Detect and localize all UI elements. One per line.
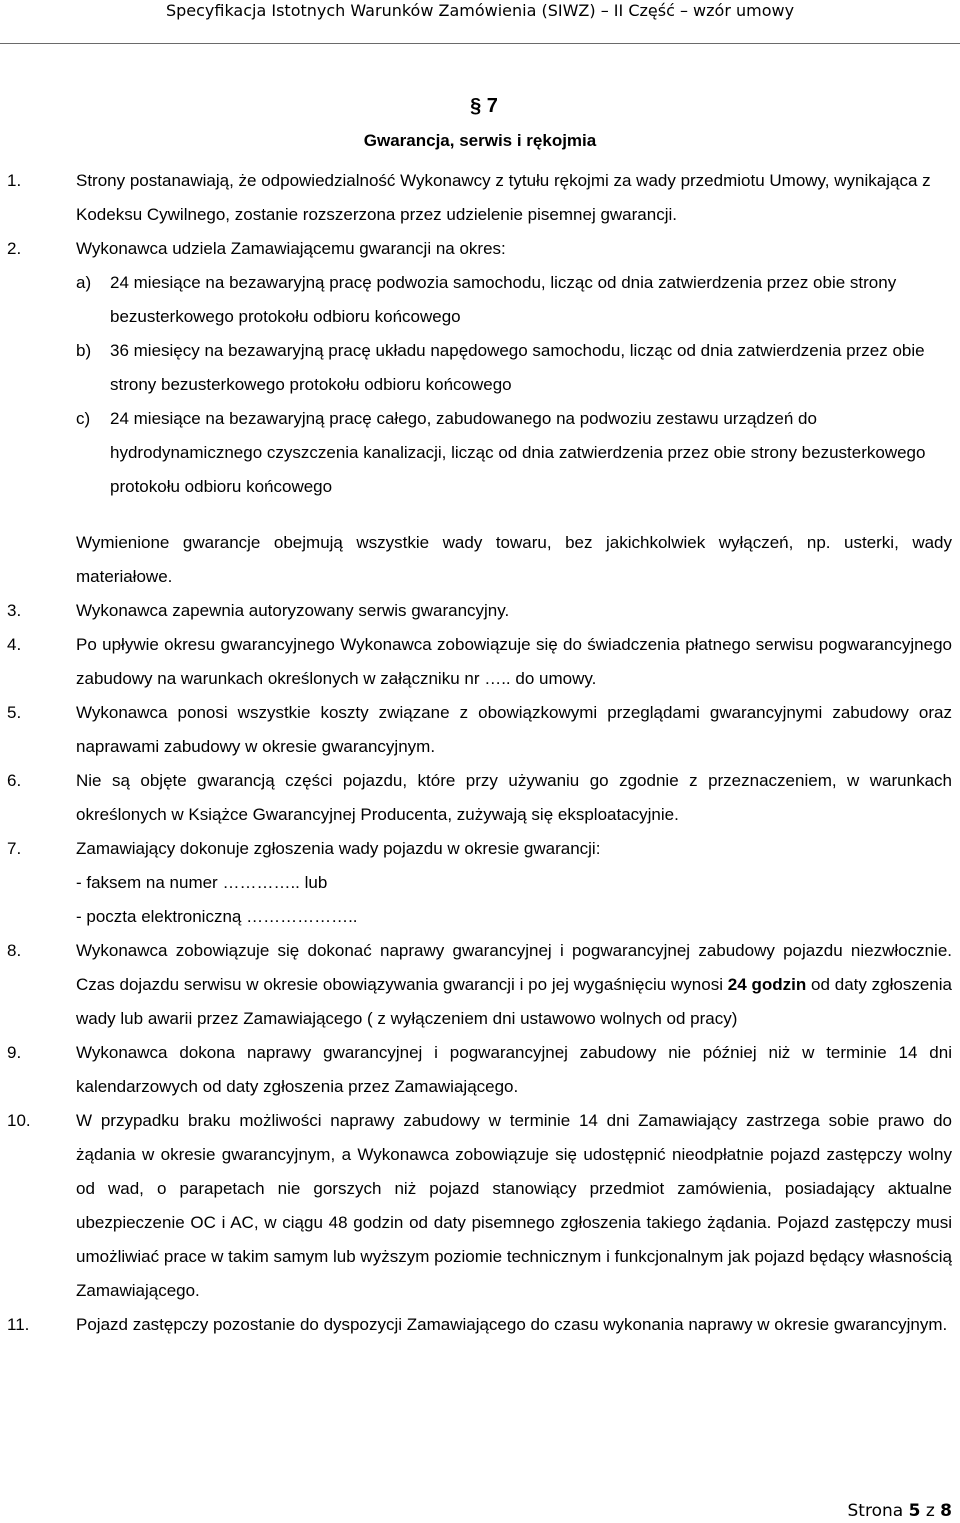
list-item-1 [0, 164, 960, 232]
list-item-4 [0, 628, 960, 696]
item-text: Pojazd zastępczy pozostanie do dyspozycji Zamawiającego do czasu wykonania naprawy w okresie gwarancyjnym. [76, 1315, 948, 1334]
item-number: 4. [7, 635, 22, 654]
item-text: Nie są objęte gwarancją części pojazdu, które przy używaniu go zgodnie z przeznaczeniem, w warunkach określonych w Książce Gwarancyjnej Producenta, zużywają się eksploatacyjnie. [76, 771, 952, 824]
item-text-post: od daty zgłoszenia wady lub awarii przez Zamawiającego ( z wyłączeniem dni ustawowo wolnych od pracy) [76, 975, 952, 1028]
fax-line: - faksem na numer ………….. lub [76, 873, 328, 892]
item-text-pre: Wykonawca zobowiązuje się dokonać naprawy gwarancyjnej i pogwarancyjnej zabudowy pojazdu niezwłocznie. Czas dojazdu serwisu w okresie obowiązywania gwarancji i po jej wygaśnięciu wynosi [76, 941, 952, 994]
sub-item-b [76, 334, 952, 402]
list-item-7 [0, 832, 960, 934]
item-text: Po upływie okresu gwarancyjnego Wykonawca zobowiązuje się do świadczenia płatnego serwisu pogwarancyjnego zabudowy na warunkach określonych w załączniku nr ….. do umowy. [76, 635, 952, 688]
section-title: Gwarancja, serwis i rękojmia [363, 131, 597, 150]
email-line: - poczta elektroniczną ……………….. [76, 907, 358, 926]
header-title: Specyfikacja Istotnych Warunków Zamówienia (SIWZ) – II Część – wzór umowy [165, 1, 795, 20]
item-text: Strony postanawiają, że odpowiedzialność Wykonawcy z tytułu rękojmi za wady przedmiotu Umowy, wynikająca z Kodeksu Cywilnego, zostanie rozszerzona przez udzielenie pisemnej gwarancji. [76, 171, 931, 224]
list-item-9 [0, 1036, 960, 1104]
item-number: 10. [7, 1111, 31, 1130]
page-footer [848, 1500, 953, 1522]
list-item-10 [0, 1104, 960, 1308]
item-text-bold: 24 godzin [727, 975, 807, 994]
sub-item-label: b) [76, 341, 92, 360]
item-number: 8. [7, 941, 22, 960]
list-item-3 [0, 594, 960, 628]
list-item-8 [0, 934, 960, 1036]
item-number: 1. [7, 171, 22, 190]
item-number: 9. [7, 1043, 22, 1062]
page-total: 8 [940, 1501, 952, 1521]
item-number: 3. [7, 601, 22, 620]
list-item-5 [0, 696, 960, 764]
sub-item-text: 24 miesiące na bezawaryjną pracę podwozia samochodu, licząc od dnia zatwierdzenia przez obie strony bezusterkowego protokołu odbioru końcowego [110, 273, 897, 326]
sub-item-c [76, 402, 952, 504]
sub-item-a [76, 266, 952, 334]
item-number: 2. [7, 239, 22, 258]
paragraph-gap [76, 504, 952, 526]
sub-item-label: a) [76, 273, 92, 292]
item-number: 7. [7, 839, 22, 858]
item-text [76, 934, 952, 1036]
list-item-11 [0, 1308, 960, 1342]
section-number: § 7 [470, 95, 498, 117]
item-text: W przypadku braku możliwości naprawy zabudowy w terminie 14 dni Zamawiający zastrzega sobie prawo do żądania w okresie gwarancyjnym, a Wykonawca zobowiązuje się udostępnić nieodpłatnie pojazd zastępczy wolny od wad, o parapetach nie gorszych niż pojazd stanowiący przedmiot zamówienia, posiadający aktualne ubezpieczenie OC i AC, w ciągu 48 godzin od daty pisemnego zgłoszenia takiego żądania. Pojazd zastępczy musi umożliwiać prace w takim samym lub wyższym poziomie technicznym i funkcjonalnym jak pojazd będący własnością Zamawiającego. [76, 1111, 952, 1300]
item-number: 6. [7, 771, 22, 790]
item-text: Wykonawca ponosi wszystkie koszty związane z obowiązkowymi przeglądami gwarancyjnymi zabudowy oraz naprawami zabudowy w okresie gwarancyjnym. [76, 703, 952, 756]
page-label: Strona [847, 1501, 909, 1521]
item-text: Wykonawca dokona naprawy gwarancyjnej i pogwarancyjnej zabudowy nie później niż w terminie 14 dni kalendarzowych od daty zgłoszenia przez Zamawiającego. [76, 1043, 952, 1096]
sub-item-text: 24 miesiące na bezawaryjną pracę całego, zabudowanego na podwoziu zestawu urządzeń do hydrodynamicznego czyszczenia kanalizacji, licząc od dnia zatwierdzenia przez obie strony bezusterkowego protokołu odbioru końcowego [110, 409, 926, 496]
sub-item-text: 36 miesięcy na bezawaryjną pracę układu napędowego samochodu, licząc od dnia zatwierdzenia przez obie strony bezusterkowego protokołu odbioru końcowego [110, 341, 925, 394]
guarantee-note: Wymienione gwarancje obejmują wszystkie wady towaru, bez jakichkolwiek wyłączeń, np. usterki, wady materiałowe. [76, 533, 952, 586]
item-text: Wykonawca zapewnia autoryzowany serwis gwarancyjny. [76, 601, 510, 620]
item-text: Zamawiający dokonuje zgłoszenia wady pojazdu w okresie gwarancji: [76, 839, 601, 858]
item-number: 5. [7, 703, 22, 722]
list-item-6 [0, 764, 960, 832]
list-item-2 [0, 232, 960, 594]
page-number: 5 [908, 1501, 921, 1521]
document-body [0, 164, 960, 1342]
page-separator: z [920, 1501, 941, 1521]
sub-item-label: c) [76, 409, 91, 428]
document-header [0, 0, 960, 44]
item-text: Wykonawca udziela Zamawiającemu gwarancji na okres: [76, 239, 506, 258]
item-number: 11. [7, 1315, 30, 1334]
